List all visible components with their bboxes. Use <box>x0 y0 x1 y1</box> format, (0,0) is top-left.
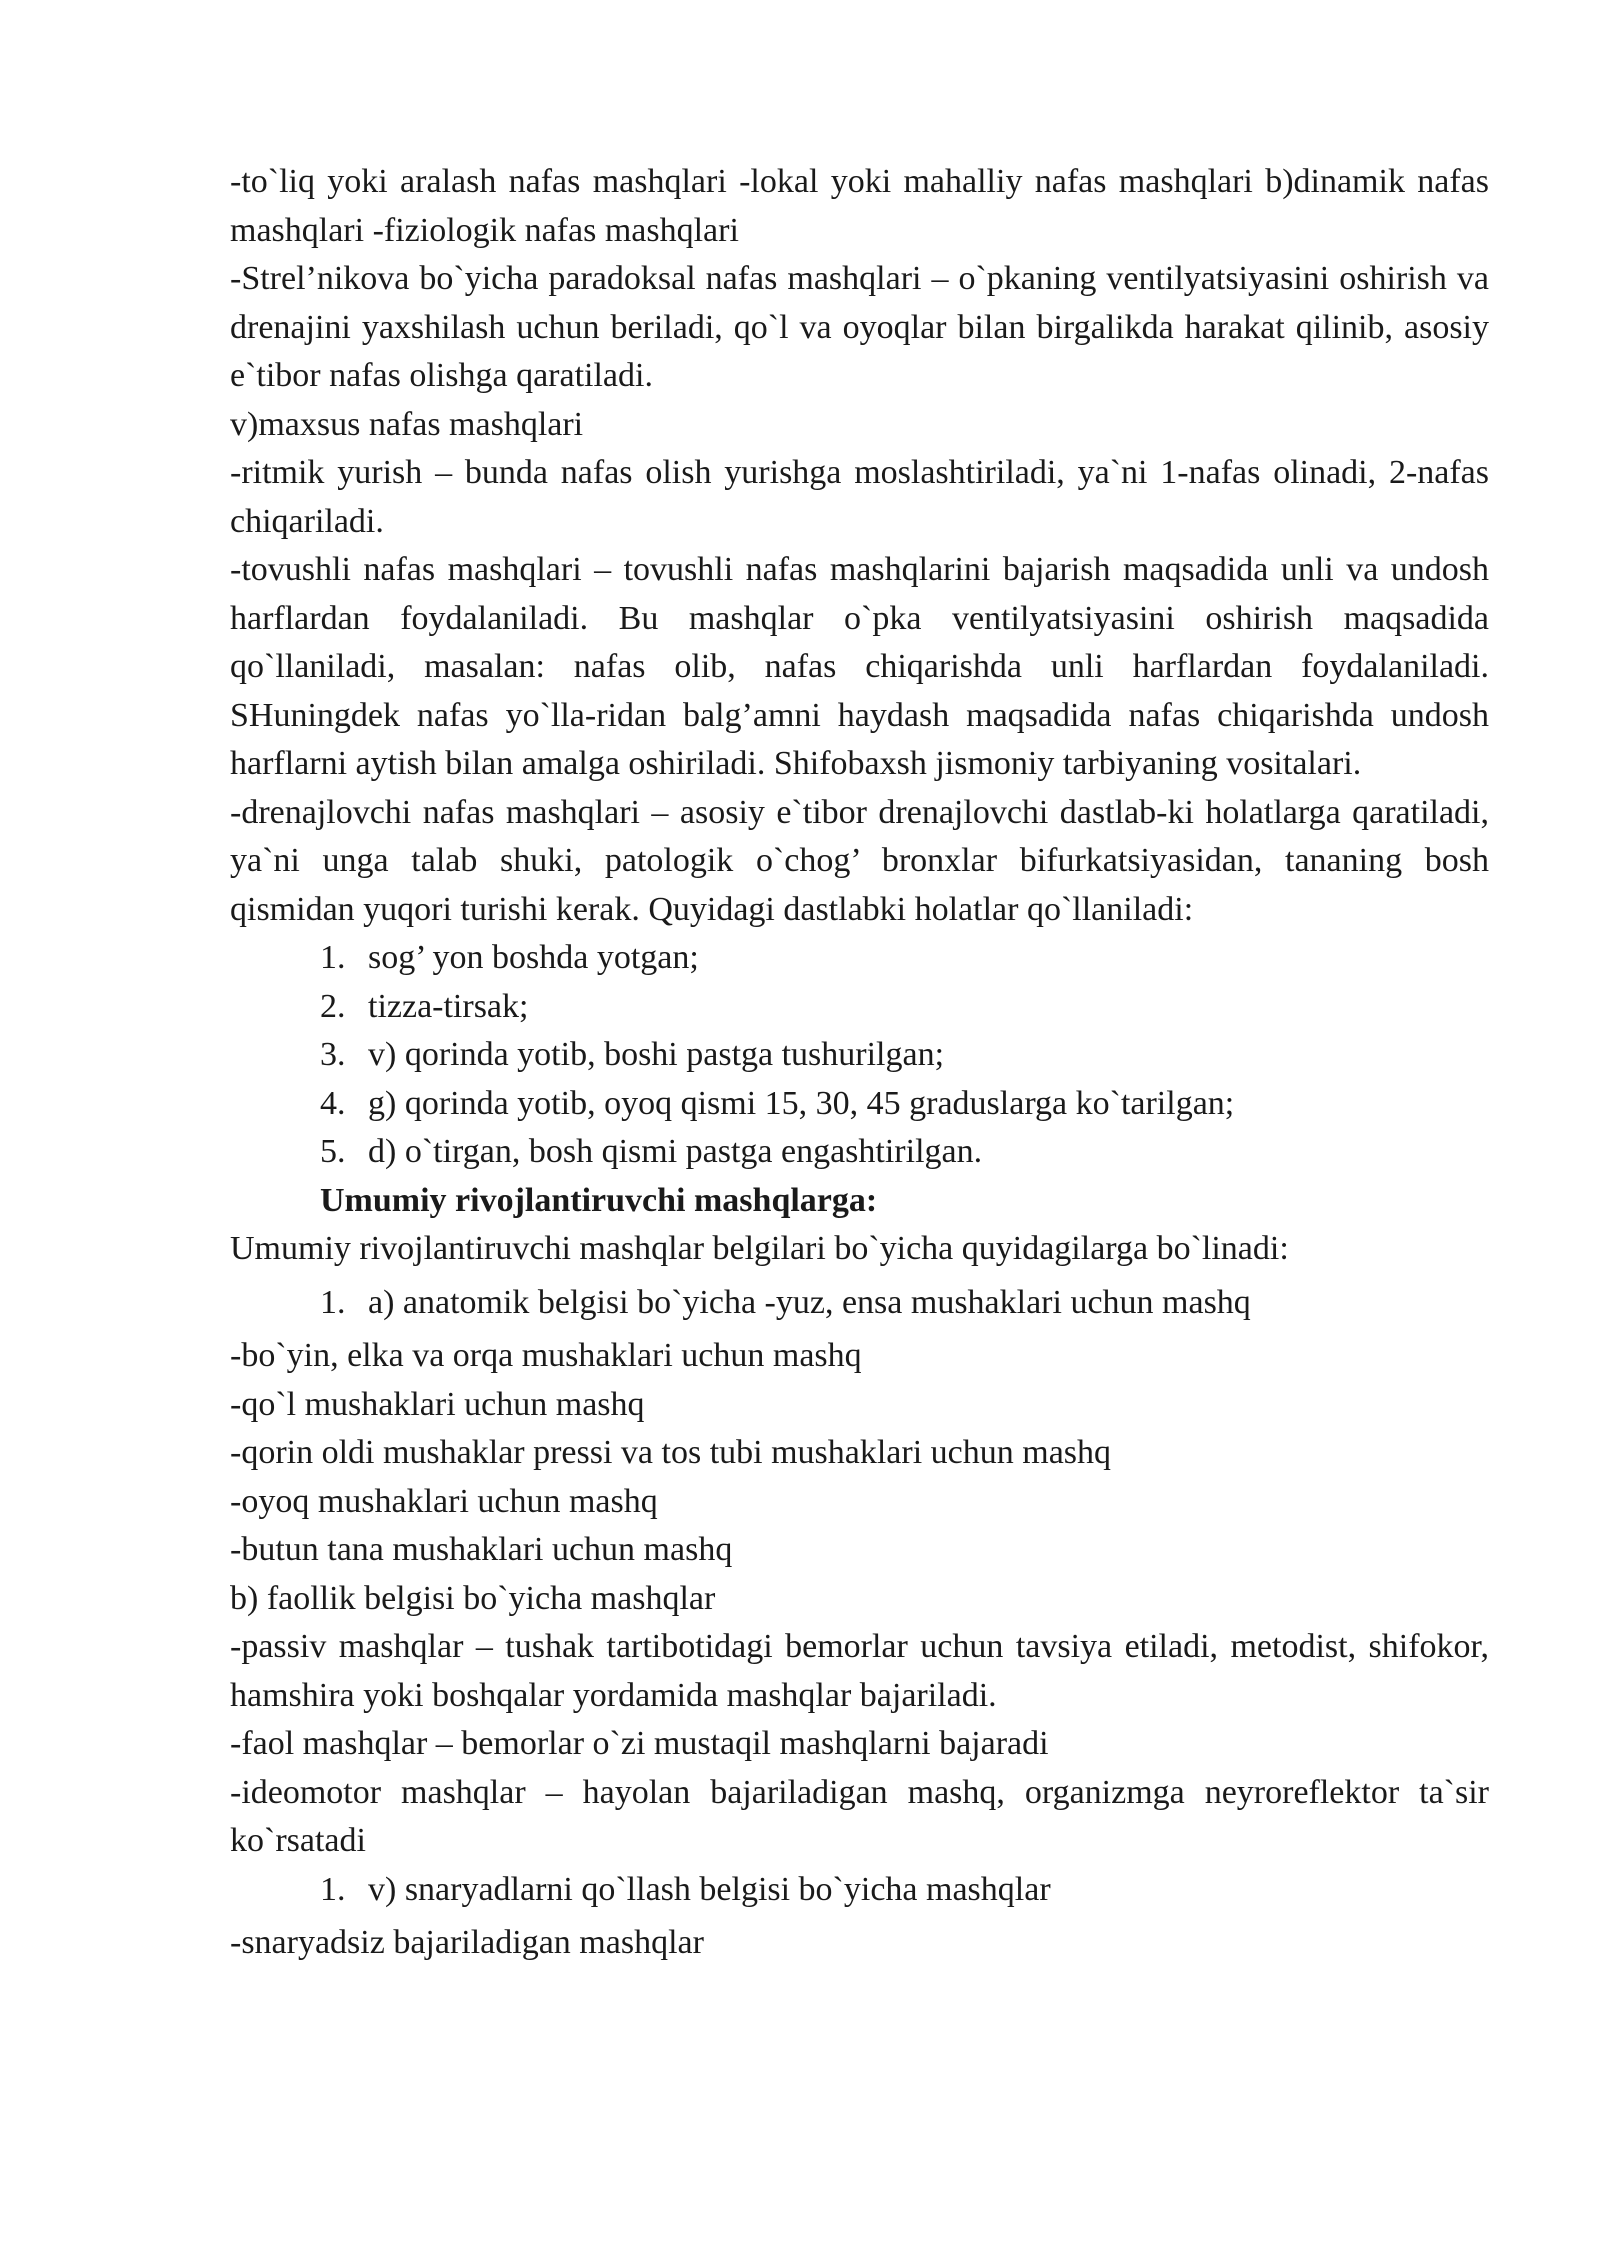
list-item-text: v) qorinda yotib, boshi pastga tushurilgan; <box>368 1036 945 1073</box>
paragraph-intro: Umumiy rivojlantiruvchi mashqlar belgilari bo`yicha quyidagilarga bo`linadi: <box>230 1230 1289 1267</box>
text-line: -snaryadsiz bajariladigan mashqlar <box>230 1924 704 1961</box>
text-line: b) faollik belgisi bo`yicha mashqlar <box>230 1579 716 1617</box>
list-item-text: a) anatomik belgisi bo`yicha -yuz, ensa mushaklari uchun mashq <box>368 1283 1251 1321</box>
list-item <box>230 934 1489 983</box>
list-item-text: sog’ yon boshda yotgan; <box>368 939 699 976</box>
list-item-number: 2. <box>320 987 346 1025</box>
paragraph-special-breathing: v)maxsus nafas mashqlari <box>230 405 584 443</box>
list-item-text: g) qorinda yotib, oyoq qismi 15, 30, 45 graduslarga ko`tarilgan; <box>368 1084 1235 1122</box>
paragraph-rhythmic-walking: -ritmik yurish – bunda nafas olish yurishga moslashtiriladi, ya`ni 1-nafas olinadi, 2-nafas chiqariladi. <box>230 454 1489 540</box>
section-heading: Umumiy rivojlantiruvchi mashqlarga: <box>320 1181 878 1219</box>
list-item-number: 1. <box>320 939 346 976</box>
paragraph-passive-exercises: -passiv mashqlar – tushak tartibotidagi bemorlar uchun tavsiya etiladi, metodist, shifokor, hamshira yoki boshqalar yordamida mashqlar bajariladi. <box>230 1628 1489 1714</box>
list-item-number: 1. <box>320 1870 346 1908</box>
list-item <box>230 983 1489 1032</box>
paragraph-ideomotor-exercises: -ideomotor mashqlar – hayolan bajariladigan mashq, organizmga neyroreflektor ta`sir ko`rsatadi <box>230 1773 1489 1859</box>
paragraph-breathing-types: -to`liq yoki aralash nafas mashqlari -lokal yoki mahalliy nafas mashqlari b)dinamik nafas mashqlari -fiziologik nafas mashqlari <box>230 163 1489 249</box>
list-item <box>230 1279 1489 1328</box>
text-line: -qo`l mushaklari uchun mashq <box>230 1385 645 1423</box>
list-item-text: d) o`tirgan, bosh qismi pastga engashtirilgan. <box>368 1133 983 1170</box>
list-item-text: tizza-tirsak; <box>368 987 529 1025</box>
paragraph-strelnikova: -Strel’nikova bo`yicha paradoksal nafas mashqlari – o`pkaning ventilyatsiyasini oshirish va drenajini yaxshilash uchun beriladi, qo`l va oyoqlar bilan birgalikda harakat qilinib, asosiy e`tibor nafas olishga qaratiladi. <box>230 260 1489 394</box>
list-item-number: 1. <box>320 1283 346 1321</box>
text-line: -butun tana mushaklari uchun mashq <box>230 1531 733 1568</box>
list-item-number: 3. <box>320 1036 346 1073</box>
text-line: -oyoq mushaklari uchun mashq <box>230 1482 658 1520</box>
document-page <box>230 158 1489 1968</box>
list-item-number: 5. <box>320 1133 346 1170</box>
paragraph-sound-breathing: -tovushli nafas mashqlari – tovushli nafas mashqlarini bajarish maqsadida unli va undosh harflardan foydalaniladi. Bu mashqlar o`pka ventilyatsiyasini oshirish maqsadida qo`llaniladi, masalan: nafas olib, nafas chiqarishda unli harflardan foydalaniladi. SHuningdek nafas yo`lla-ridan balg’amni haydash maqsadida nafas chiqarishda undosh harflarni aytish bilan amalga oshiriladi. Shifobaxsh jismoniy tarbiyaning vositalari. <box>230 551 1489 782</box>
drainage-positions-list <box>230 934 1489 1177</box>
paragraph-active-exercises: -faol mashqlar – bemorlar o`zi mustaqil mashqlarni bajaradi <box>230 1725 1049 1762</box>
text-line: -qorin oldi mushaklar pressi va tos tubi mushaklari uchun mashq <box>230 1434 1112 1471</box>
text-line: -bo`yin, elka va orqa mushaklari uchun mashq <box>230 1337 862 1374</box>
list-item <box>230 1031 1489 1080</box>
list-item-text: v) snaryadlarni qo`llash belgisi bo`yicha mashqlar <box>368 1870 1051 1908</box>
list-item <box>230 1866 1489 1915</box>
list-item <box>230 1128 1489 1177</box>
list-item-number: 4. <box>320 1084 346 1122</box>
paragraph-drainage-breathing: -drenajlovchi nafas mashqlari – asosiy e`tibor drenajlovchi dastlab-ki holatlarga qaratiladi, ya`ni unga talab shuki, patologik o`chog’ bronxlar bifurkatsiyasidan, tananing bosh qismidan yuqori turishi kerak. Quyidagi dastlabki holatlar qo`llaniladi: <box>230 793 1489 928</box>
list-item <box>230 1080 1489 1129</box>
